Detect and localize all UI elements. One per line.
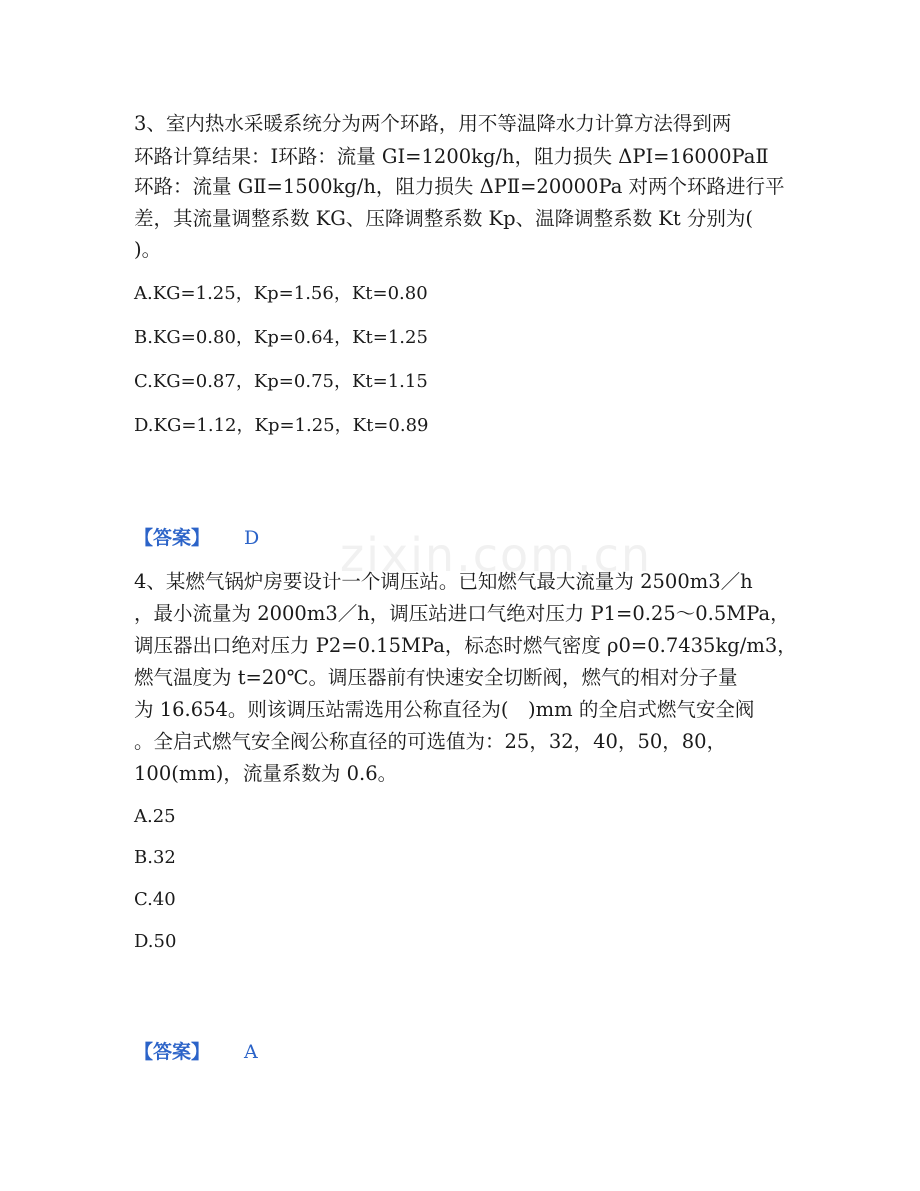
- question-4-option-a: A.25: [134, 806, 176, 827]
- question-3-option-a: A.KG=1.25，Kp=1.56，Kt=0.80: [134, 283, 428, 304]
- answer-value: D: [244, 527, 260, 549]
- question-4-option-d: D.50: [134, 931, 177, 952]
- question-4-line: 。全启式燃气安全阀公称直径的可选值为：25，32，40，50，80，: [134, 730, 727, 753]
- question-4-line: 100(mm)，流量系数为 0.6。: [134, 762, 398, 785]
- question-3-line: 差，其流量调整系数 KG、压降调整系数 Kp、温降调整系数 Kt 分别为(: [134, 207, 754, 230]
- watermark: zixin.com.cn: [340, 528, 653, 582]
- question-4-option-b: B.32: [134, 847, 176, 868]
- question-3-line: 3、室内热水采暖系统分为两个环路，用不等温降水力计算方法得到两: [134, 112, 732, 135]
- answer-label: 【答案】: [134, 527, 211, 549]
- question-4-line: 为 16.654。则该调压站需选用公称直径为( )mm 的全启式燃气安全阀: [134, 698, 755, 721]
- answer-value: A: [244, 1041, 258, 1063]
- question-4-option-c: C.40: [134, 889, 176, 910]
- question-4-line: 燃气温度为 t=20℃。调压器前有快速安全切断阀，燃气的相对分子量: [134, 666, 738, 689]
- question-4-line: 调压器出口绝对压力 P2=0.15MPa，标态时燃气密度 ρ0=0.7435kg/m3，: [134, 634, 797, 657]
- question-3-line: 环路计算结果：Ⅰ环路：流量 GI=1200kg/h，阻力损失 ΔPI=16000PaⅡ: [134, 145, 769, 168]
- question-4-answer: [134, 1039, 258, 1065]
- question-3-option-c: C.KG=0.87，Kp=0.75，Kt=1.15: [134, 371, 428, 392]
- answer-label: 【答案】: [134, 1041, 211, 1063]
- question-3-line: 环路：流量 GⅡ=1500kg/h，阻力损失 ΔPⅡ=20000Pa 对两个环路进行平: [134, 175, 785, 198]
- question-3-line: )。: [134, 238, 162, 261]
- question-3-answer: [134, 525, 259, 551]
- question-3-option-b: B.KG=0.80，Kp=0.64，Kt=1.25: [134, 327, 428, 348]
- question-4-line: 4、某燃气锅炉房要设计一个调压站。已知燃气最大流量为 2500m3／h: [134, 570, 753, 593]
- question-4-line: ，最小流量为 2000m3／h，调压站进口气绝对压力 P1=0.25～0.5MPa，: [134, 602, 790, 625]
- question-3-option-d: D.KG=1.12，Kp=1.25，Kt=0.89: [134, 415, 429, 436]
